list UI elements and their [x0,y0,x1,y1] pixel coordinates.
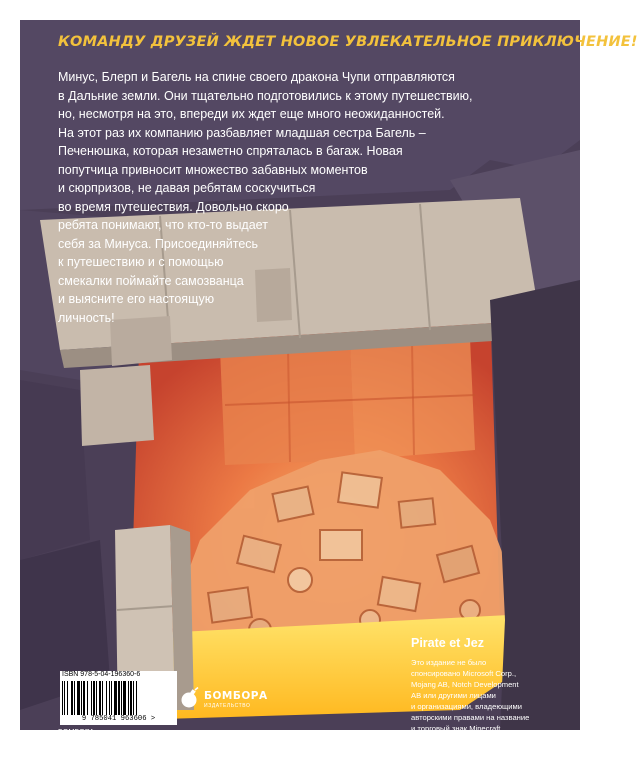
barcode-bar [102,681,103,715]
barcode-bar [109,681,110,715]
barcode-bar [93,681,95,715]
description-line: ребята понимают, что кто-то выдает [58,218,268,232]
description-line: попутчица привносит множество забавных моментов [58,162,368,177]
description-line: во время путешествия. Довольно скоро [58,199,289,214]
barcode-bar [128,681,129,715]
description-line: Печенюшка, которая незаметно спряталась в багаж. Новая [58,144,403,158]
barcode [60,671,177,725]
barcode-bar [62,681,63,715]
legal-line: Это издание не было [411,658,487,667]
barcode-bar [121,681,122,715]
author-name: Pirate et Jez [411,636,484,650]
description-line: и сюрпризов, не давая ребятам соскучиться [58,181,316,195]
legal-notice [411,657,576,734]
description-line: и выясните его настоящую [58,292,215,306]
slogan-line: мир, пробовать новое, расти. Быть счастливыми. Быть на волне. [58,747,280,756]
back-cover [20,20,638,756]
barcode-bar [123,681,126,715]
barcode-bar [87,681,88,715]
description-line: личность! [58,310,115,325]
description-line: себя за Минуса. Присоединяйтесь [58,236,259,251]
barcode-bar [114,681,117,715]
barcode-bar [106,681,107,715]
slogan-line: БОМБОРА — лидер на рынке полезных и вдохновляющих книг. [58,727,274,736]
barcode-bar [77,681,80,715]
bomb-icon [180,687,200,709]
legal-line: авторскими правами на название [411,713,530,722]
barcode-number: 9 785041 963606 > [81,715,156,723]
barcode-bar [133,681,134,715]
isbn-label: ISBN 978-5-04-196360-6 [62,671,141,678]
publisher-name: БОМБОРА [204,690,268,702]
description-line: к путешествию и с помощью [58,255,224,269]
legal-line: спонсировано Microsoft Corp., [411,669,517,678]
barcode-bar [91,681,92,715]
barcode-bar [99,681,101,715]
barcode-bar [83,681,85,715]
legal-line: и торговый знак Minecraft. [411,724,503,733]
publisher-slogan [58,727,498,757]
barcode-bar [130,681,132,715]
description-line: смекалки поймайте самозванца [58,273,244,288]
barcode-bar [71,681,73,715]
legal-line: AB или другими лицами [411,691,496,700]
barcode-bar [118,681,120,715]
barcode-bar [111,681,112,715]
barcode-bars [62,681,175,715]
barcode-bar [74,681,75,715]
headline: КОМАНДУ ДРУЗЕЙ ЖДЕТ НОВОЕ УВЛЕКАТЕЛЬНОЕ ПРИКЛЮЧЕНИЕ! [58,34,638,50]
barcode-bar [67,681,68,715]
description-line: Минус, Блерп и Багель на спине своего дракона Чупи отправляются [58,70,455,84]
legal-line: Mojang AB, Notch Development [411,680,519,689]
description-line: но, несмотря на это, впереди их ждет еще много неожиданностей. [58,107,445,121]
barcode-bar [81,681,82,715]
barcode-bar [64,681,65,715]
legal-line: и организациями, владеющими [411,702,522,711]
slogan-line: Мы любим книги и создаем их, чтобы вы могли творить, открывать [58,737,286,746]
book-description [58,68,528,327]
publisher-subtitle: ИЗДАТЕЛЬСТВО [204,703,251,709]
barcode-bar [96,681,97,715]
description-line: На этот раз их компанию разбавляет младшая сестра Багель – [58,125,426,140]
barcode-bar [136,681,137,715]
description-line: в Дальние земли. Они тщательно подготовились к этому путешествию, [58,88,473,103]
